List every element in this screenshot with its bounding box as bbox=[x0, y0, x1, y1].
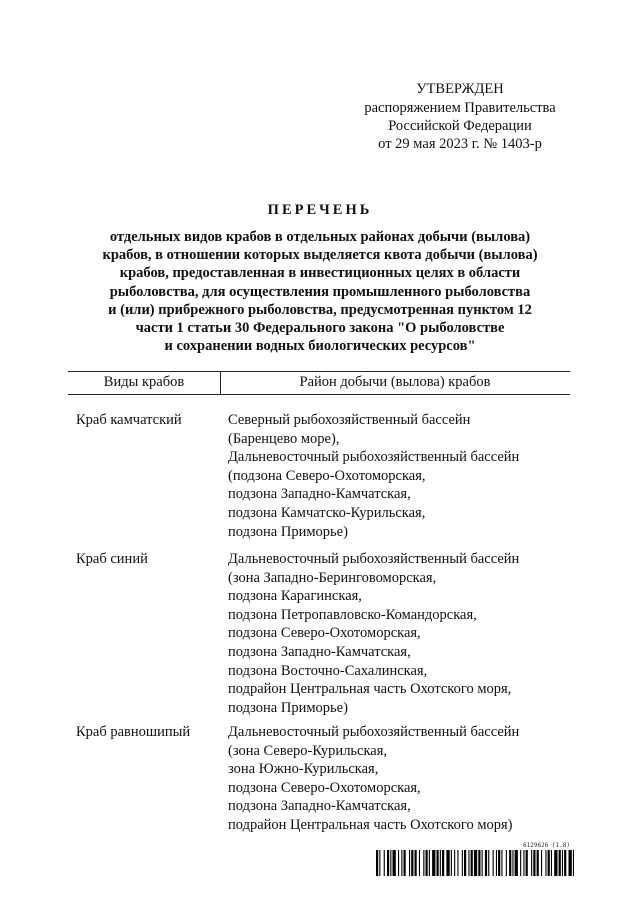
area-line: подзона Западно-Камчатская, bbox=[228, 798, 411, 815]
barcode-bar bbox=[398, 850, 399, 876]
barcode-bar bbox=[520, 850, 521, 876]
barcode-bar bbox=[379, 850, 380, 876]
barcode-bar bbox=[501, 850, 502, 876]
barcode-bar bbox=[457, 850, 458, 876]
area-line: (зона Северо-Курильская, bbox=[228, 742, 388, 759]
area-line: подрайон Центральная часть Охотского моря) bbox=[228, 816, 513, 833]
area-line: (Баренцево море), bbox=[228, 430, 340, 447]
area-line: подзона Приморье) bbox=[228, 699, 348, 716]
area-line: подзона Западно-Камчатская, bbox=[228, 486, 411, 503]
barcode-bar bbox=[512, 850, 513, 876]
barcode-bar bbox=[559, 850, 561, 876]
area-line: подзона Приморье) bbox=[228, 523, 348, 540]
header-areas: Район добычи (вылова) крабов bbox=[299, 374, 491, 390]
area-line: (зона Западно-Беринговоморская, bbox=[228, 569, 437, 586]
barcode-bar bbox=[478, 850, 480, 876]
area-line: подзона Западно-Камчатская, bbox=[228, 643, 411, 660]
barcode-bar bbox=[409, 850, 410, 876]
species-name: Краб камчатский bbox=[76, 412, 182, 428]
area-line: подзона Северо-Охотоморская, bbox=[228, 779, 421, 796]
barcode-bar bbox=[464, 850, 466, 876]
barcode-bar bbox=[404, 850, 406, 876]
barcode-bar bbox=[564, 850, 566, 876]
barcode-bar bbox=[468, 850, 469, 876]
barcode-bar bbox=[569, 850, 572, 876]
subtitle-line: рыболовства, для осуществления промышленного рыболовства bbox=[109, 283, 531, 300]
barcode-bar bbox=[471, 850, 473, 876]
subtitle-line: и сохранении водных биологических ресурсов" bbox=[164, 338, 476, 355]
area-line: подзона Камчатско-Курильская, bbox=[228, 504, 426, 521]
barcode-bar bbox=[533, 850, 535, 876]
area-line: Дальневосточный рыбохозяйственный бассейн bbox=[228, 551, 520, 567]
barcode-bar bbox=[545, 850, 546, 876]
barcode-bar bbox=[426, 850, 428, 876]
barcode-bar bbox=[537, 850, 539, 876]
barcode-bar bbox=[488, 850, 489, 876]
document-title: ПЕРЕЧЕНЬ bbox=[267, 202, 373, 218]
species-name: Краб равношипый bbox=[76, 724, 191, 740]
document-footer bbox=[376, 842, 576, 882]
approval-block bbox=[330, 80, 590, 153]
area-line: подзона Петропавловско-Командорская, bbox=[228, 606, 477, 623]
document-code: 6129626 (1.8) bbox=[523, 842, 570, 849]
approval-heading: УТВЕРЖДЕН bbox=[416, 81, 504, 97]
barcode-bar bbox=[442, 850, 444, 876]
barcode-bar bbox=[384, 850, 385, 876]
approval-authority: распоряжением Правительства bbox=[364, 100, 556, 116]
subtitle-line: отдельных видов крабов в отдельных районах добычи (вылова) bbox=[109, 229, 531, 245]
barcode-bar bbox=[498, 850, 500, 876]
area-list bbox=[228, 411, 519, 541]
subtitle-line: крабов, в отношении которых выделяется квота добычи (вылова) bbox=[102, 247, 538, 264]
barcode-bar bbox=[440, 850, 441, 876]
barcode-bar bbox=[387, 850, 389, 876]
barcode-bar bbox=[462, 850, 463, 876]
document-subtitle bbox=[60, 228, 580, 355]
barcode-icon bbox=[376, 850, 576, 876]
barcode-bar bbox=[393, 850, 396, 876]
barcode-bar bbox=[485, 850, 487, 876]
area-line: Дальневосточный рыбохозяйственный бассейн bbox=[228, 724, 520, 740]
barcode-bar bbox=[523, 850, 524, 876]
barcode-bar bbox=[562, 850, 563, 876]
area-line: (подзона Северо-Охотоморская, bbox=[228, 467, 426, 484]
area-line: подзона Карагинская, bbox=[228, 588, 362, 605]
area-line: зона Южно-Курильская, bbox=[228, 761, 379, 778]
barcode-bar bbox=[423, 850, 424, 876]
barcode-bar bbox=[554, 850, 557, 876]
barcode-bar bbox=[411, 850, 413, 876]
approval-country: Российской Федерации bbox=[388, 118, 532, 134]
barcode-bar bbox=[376, 850, 378, 876]
barcode-bar bbox=[509, 850, 511, 876]
subtitle-line: крабов, предоставленная в инвестиционных целях в области bbox=[119, 265, 521, 282]
area-list bbox=[228, 550, 519, 717]
barcode-bar bbox=[496, 850, 497, 876]
subtitle-line: части 1 статьи 30 Федерального закона "О рыболовстве bbox=[135, 320, 505, 337]
barcode-bar bbox=[531, 850, 532, 876]
subtitle-line: и (или) прибрежного рыболовства, предусмотренная пунктом 12 bbox=[108, 301, 532, 318]
crab-species-table bbox=[68, 371, 570, 833]
barcode-bar bbox=[446, 850, 449, 876]
area-list bbox=[228, 723, 519, 835]
table-header bbox=[68, 371, 570, 395]
barcode-bar bbox=[437, 850, 439, 876]
area-line: Северный рыбохозяйственный бассейн bbox=[228, 412, 471, 428]
barcode-bar bbox=[401, 850, 402, 876]
species-name: Краб синий bbox=[76, 551, 148, 567]
area-line: подзона Восточно-Сахалинская, bbox=[228, 662, 428, 679]
area-line: подрайон Центральная часть Охотского моря, bbox=[228, 681, 512, 698]
barcode-bar bbox=[493, 850, 494, 876]
barcode-bar bbox=[506, 850, 507, 876]
barcode-bar bbox=[390, 850, 391, 876]
barcode-bar bbox=[419, 850, 420, 876]
area-line: Дальневосточный рыбохозяйственный бассейн bbox=[228, 449, 520, 466]
barcode-bar bbox=[454, 850, 455, 876]
header-species: Виды крабов bbox=[103, 374, 185, 390]
barcode-bar bbox=[526, 850, 528, 876]
barcode-bar bbox=[429, 850, 430, 876]
area-line: подзона Северо-Охотоморская, bbox=[228, 625, 421, 642]
barcode-bar bbox=[548, 850, 550, 876]
barcode-bar bbox=[474, 850, 477, 876]
barcode-bar bbox=[573, 850, 574, 876]
barcode-bar bbox=[451, 850, 452, 876]
barcode-bar bbox=[415, 850, 417, 876]
approval-date-number: от 29 мая 2023 г. № 1403-р bbox=[378, 136, 542, 152]
barcode-bar bbox=[515, 850, 518, 876]
barcode-bar bbox=[432, 850, 435, 876]
barcode-bar bbox=[541, 850, 542, 876]
barcode-bar bbox=[551, 850, 552, 876]
barcode-bar bbox=[482, 850, 483, 876]
